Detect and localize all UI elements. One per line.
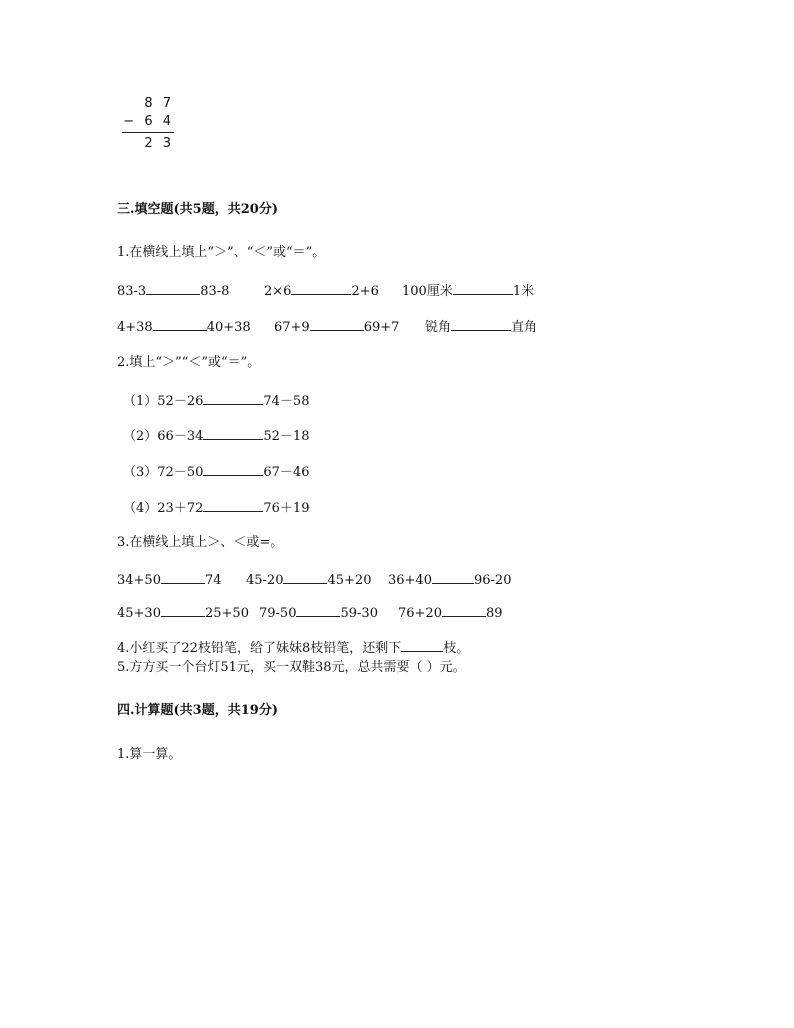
q3-row2-item2: [259, 604, 378, 622]
q3-row1-item2: [246, 571, 371, 589]
right-expression: 52－18: [263, 429, 310, 444]
left-expression: 45-20: [246, 573, 284, 588]
left-expression: 34+50: [117, 573, 161, 588]
left-expression: 23＋72: [157, 501, 204, 516]
q5: 5.方方买一个台灯51元，买一双鞋38元，总共需要（ ）元。: [117, 660, 466, 675]
left-expression: 79-50: [259, 606, 297, 621]
left-expression: 72－50: [157, 465, 204, 480]
subtrahend: − 6 4: [123, 114, 174, 129]
q3-row2-item3: [398, 604, 503, 622]
q4: [117, 639, 469, 657]
answer-blank[interactable]: [453, 282, 513, 295]
q1-row1-item3: [402, 282, 534, 300]
answer-blank[interactable]: [432, 571, 474, 584]
left-expression: 36+40: [388, 573, 432, 588]
answer-blank[interactable]: [203, 499, 263, 512]
left-expression: 锐角: [425, 320, 452, 335]
right-expression: 40+38: [206, 320, 251, 335]
q4-suffix: 枝。: [443, 641, 470, 656]
q2-item3: [123, 463, 309, 481]
item-number: （2）: [123, 429, 158, 444]
answer-blank[interactable]: [203, 392, 263, 405]
answer-blank[interactable]: [161, 571, 205, 584]
left-expression: 66－34: [157, 429, 204, 444]
answer-blank[interactable]: [401, 639, 443, 652]
right-expression: 直角: [511, 320, 538, 335]
q4-text: 4.小红买了22枝铅笔，给了妹妹8枝铅笔，还剩下: [117, 641, 402, 656]
left-expression: 100厘米: [402, 284, 453, 299]
left-expression: 76+20: [398, 606, 442, 621]
minuend: 8 7: [144, 96, 174, 111]
right-expression: 74－58: [263, 394, 310, 409]
q3-row2-item1: [117, 604, 249, 622]
q2-item4: [123, 499, 309, 517]
q2-prompt: 2.填上“＞”“＜”或“＝”。: [117, 355, 261, 370]
answer-blank[interactable]: [442, 604, 486, 617]
answer-blank[interactable]: [451, 318, 511, 331]
right-expression: 89: [485, 606, 503, 621]
right-expression: 59-30: [340, 606, 378, 621]
right-expression: 45+20: [327, 573, 372, 588]
q2-item1: [123, 392, 309, 410]
q3-row1-item1: [117, 571, 222, 589]
answer-blank[interactable]: [296, 604, 340, 617]
item-number: （4）: [123, 501, 158, 516]
q1-row2-item3: [425, 318, 537, 336]
answer-blank[interactable]: [146, 282, 200, 295]
left-expression: 83-3: [117, 284, 147, 299]
left-expression: 52－26: [157, 394, 204, 409]
left-expression: 4+38: [117, 320, 153, 335]
answer-blank[interactable]: [153, 318, 207, 331]
left-expression: 67+9: [274, 320, 310, 335]
section-4-heading: 四.计算题(共3题，共19分): [117, 703, 278, 718]
right-expression: 2+6: [351, 284, 379, 299]
answer-blank[interactable]: [161, 604, 205, 617]
s4-q1-prompt: 1.算一算。: [117, 747, 182, 762]
right-expression: 74: [204, 573, 222, 588]
answer-blank[interactable]: [203, 463, 263, 476]
q1-row1-item2: [264, 282, 379, 300]
left-expression: 45+30: [117, 606, 161, 621]
answer-blank[interactable]: [283, 571, 327, 584]
q1-row2-item1: [117, 318, 251, 336]
difference: 2 3: [144, 136, 174, 151]
right-expression: 67－46: [263, 465, 310, 480]
right-expression: 96-20: [473, 573, 512, 588]
q1-prompt: 1.在横线上填上“＞”、“＜”或“＝”。: [117, 245, 326, 260]
right-expression: 83-8: [200, 284, 230, 299]
right-expression: 1米: [512, 284, 535, 299]
q3-prompt: 3.在横线上填上＞、＜或=。: [117, 535, 284, 550]
item-number: （3）: [123, 465, 158, 480]
q1-row1-item1: [117, 282, 229, 300]
item-number: （1）: [123, 394, 158, 409]
section-3-heading: 三.填空题(共5题，共20分): [117, 202, 278, 217]
subtraction-rule: [122, 132, 174, 133]
right-expression: 69+7: [363, 320, 400, 335]
q1-row2-item2: [274, 318, 399, 336]
left-expression: 2×6: [264, 284, 292, 299]
q3-row1-item3: [388, 571, 511, 589]
vertical-subtraction: [118, 96, 178, 158]
answer-blank[interactable]: [310, 318, 364, 331]
right-expression: 76＋19: [263, 501, 310, 516]
right-expression: 25+50: [204, 606, 249, 621]
q2-item2: [123, 427, 309, 445]
answer-blank[interactable]: [291, 282, 351, 295]
answer-blank[interactable]: [203, 427, 263, 440]
